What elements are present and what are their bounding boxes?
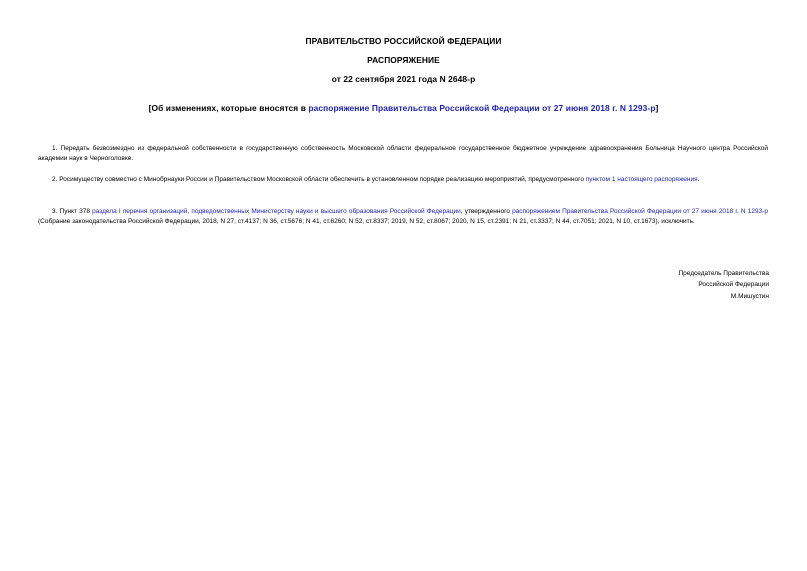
paragraph-2-link[interactable]: пунктом 1 настоящего распоряжения xyxy=(585,176,698,183)
signature-name: М.Мишустин xyxy=(730,292,769,300)
document-type-heading: РАСПОРЯЖЕНИЕ xyxy=(367,55,440,65)
paragraph-2 xyxy=(38,175,768,185)
document-date-number: от 22 сентября 2021 года N 2648-р xyxy=(331,74,476,84)
signature-country: Российской Федерации xyxy=(698,281,769,289)
paragraph-2-text: 2. Росимуществу совместно с Минобрнауки России и Правительством Московской области обеспечить в установленном порядке реализацию мероприятий, предусмотренного xyxy=(52,176,586,183)
paragraph-3-link-1[interactable]: раздела I перечня организаций, подведомственных Министерству науки и высшего образования Российской Федерации xyxy=(92,208,461,215)
signature-block xyxy=(529,268,769,302)
document-subject xyxy=(0,103,807,113)
paragraph-3-text-c: (Собрание законодательства Российской Федерации, 2018, N 27, ст.4137; N 36, ст.5676; N 41, ст.6260; N 52, ст.8337; 2019, N 52, ст.8067; 2020, N 15, ст.2391; N 21, ст.3337; N 44, ст.7051; 2021, N 10, ст.1673), исключить. xyxy=(38,218,695,225)
paragraph-1: 1. Передать безвозмездно из федеральной собственности в государственную собственность Московской области федеральное государственное бюджетное учреждение здравоохранения Больница Научного центра Российской академии наук в Черноголовке. xyxy=(38,145,768,162)
paragraph-3-link-2[interactable]: распоряжением Правительства Российской Федерации от 27 июня 2018 г. N 1293-р xyxy=(512,208,769,215)
paragraph-3-text-b: , утвержденного xyxy=(460,208,513,215)
paragraph-3 xyxy=(38,207,768,227)
paragraph-2-end: . xyxy=(697,176,700,183)
subject-prefix: [Об изменениях, которые вносятся в xyxy=(148,103,309,113)
government-heading: ПРАВИТЕЛЬСТВО РОССИЙСКОЙ ФЕДЕРАЦИИ xyxy=(305,36,502,46)
paragraph-3-text-a: 3. Пункт 378 xyxy=(52,208,93,215)
signature-position: Председатель Правительства xyxy=(678,270,769,277)
subject-link[interactable]: распоряжение Правительства Российской Федерации от 27 июня 2018 г. N 1293-р xyxy=(308,103,656,113)
subject-suffix: ] xyxy=(655,103,659,113)
